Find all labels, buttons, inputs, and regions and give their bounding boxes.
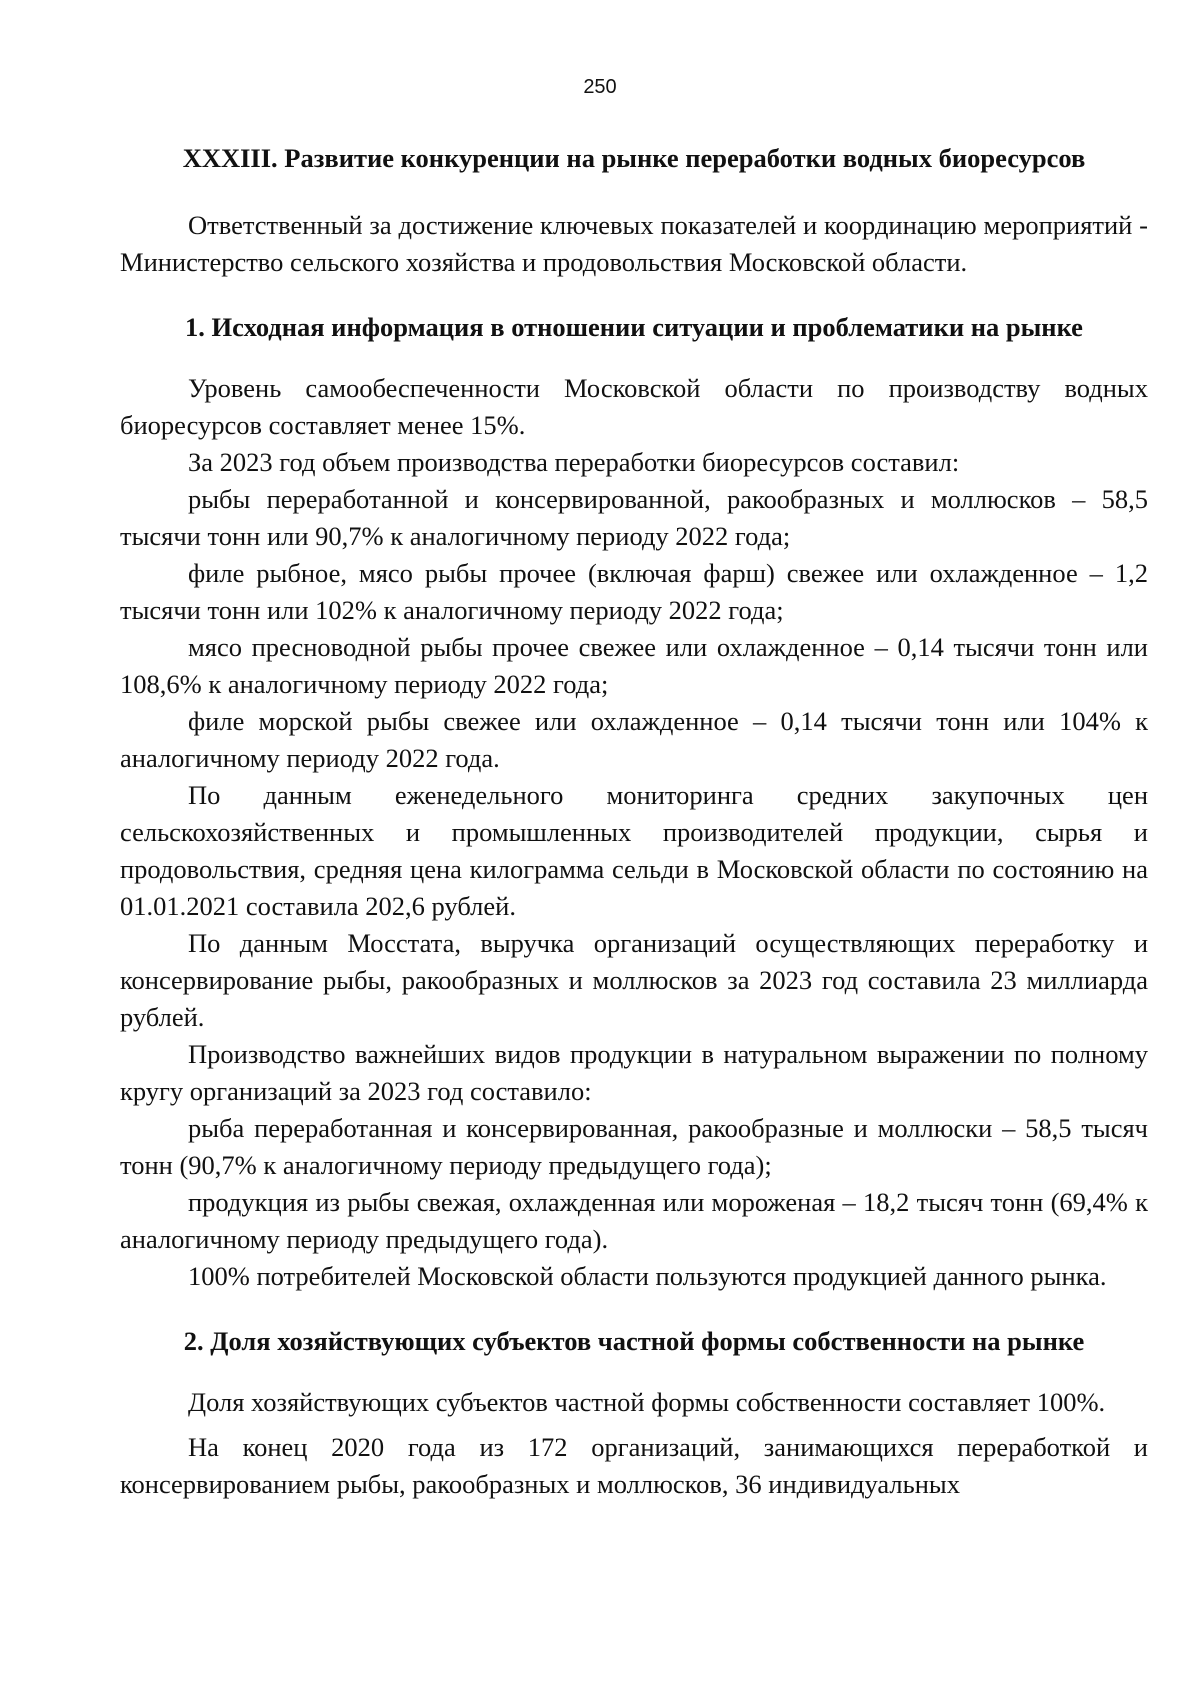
section-title: XXXIII. Развитие конкуренции на рынке переработки водных биоресурсов [182, 143, 1086, 173]
paragraph: Доля хозяйствующих субъектов частной формы собственности составляет 100%. [188, 1387, 1106, 1417]
list-paragraph: рыба переработанная и консервированная, ракообразные и моллюски – 58,5 тысяч тонн (90,7% к аналогичному периоду предыдущего года); [120, 1113, 1148, 1180]
page-number: 250 [583, 76, 617, 98]
list-paragraph: продукция из рыбы свежая, охлажденная или мороженая – 18,2 тысяч тонн (69,4% к аналогичному периоду предыдущего года). [120, 1187, 1148, 1254]
paragraph: По данным Мосстата, выручка организаций осуществляющих переработку и консервирование рыбы, ракообразных и моллюсков за 2023 год составила 23 миллиарда рублей. [120, 928, 1148, 1032]
paragraph: Производство важнейших видов продукции в натуральном выражении по полному кругу организаций за 2023 год составило: [120, 1039, 1148, 1106]
paragraph: За 2023 год объем производства переработки биоресурсов составил: [188, 447, 960, 477]
document-body [120, 140, 1148, 1503]
list-paragraph: филе рыбное, мясо рыбы прочее (включая фарш) свежее или охлажденное – 1,2 тысячи тонн или 102% к аналогичному периоду 2022 года; [120, 558, 1148, 625]
heading-private-share: 2. Доля хозяйствующих субъектов частной формы собственности на рынке [183, 1326, 1085, 1356]
heading-initial-info: 1. Исходная информация в отношении ситуации и проблематики на рынке [185, 312, 1083, 342]
paragraph: 100% потребителей Московской области пользуются продукцией данного рынка. [188, 1261, 1107, 1291]
list-paragraph: рыбы переработанной и консервированной, ракообразных и моллюсков – 58,5 тысячи тонн или 90,7% к аналогичному периоду 2022 года; [120, 484, 1148, 551]
list-paragraph: филе морской рыбы свежее или охлажденное – 0,14 тысячи тонн или 104% к аналогичному периоду 2022 года. [120, 706, 1148, 773]
responsible-paragraph: Ответственный за достижение ключевых показателей и координацию мероприятий - Министерство сельского хозяйства и продовольствия Московской области. [120, 210, 1148, 277]
paragraph: На конец 2020 года из 172 организаций, занимающихся переработкой и консервированием рыбы, ракообразных и моллюсков, 36 индивидуальных [120, 1432, 1148, 1499]
list-paragraph: мясо пресноводной рыбы прочее свежее или охлажденное – 0,14 тысячи тонн или 108,6% к аналогичному периоду 2022 года; [120, 632, 1148, 699]
paragraph: Уровень самообеспеченности Московской области по производству водных биоресурсов составляет менее 15%. [120, 373, 1148, 440]
paragraph: По данным еженедельного мониторинга средних закупочных цен сельскохозяйственных и промышленных производителей продукции, сырья и продовольствия, средняя цена килограмма сельди в Московской области по состоянию на 01.01.2021 составила 202,6 рублей. [120, 780, 1148, 921]
